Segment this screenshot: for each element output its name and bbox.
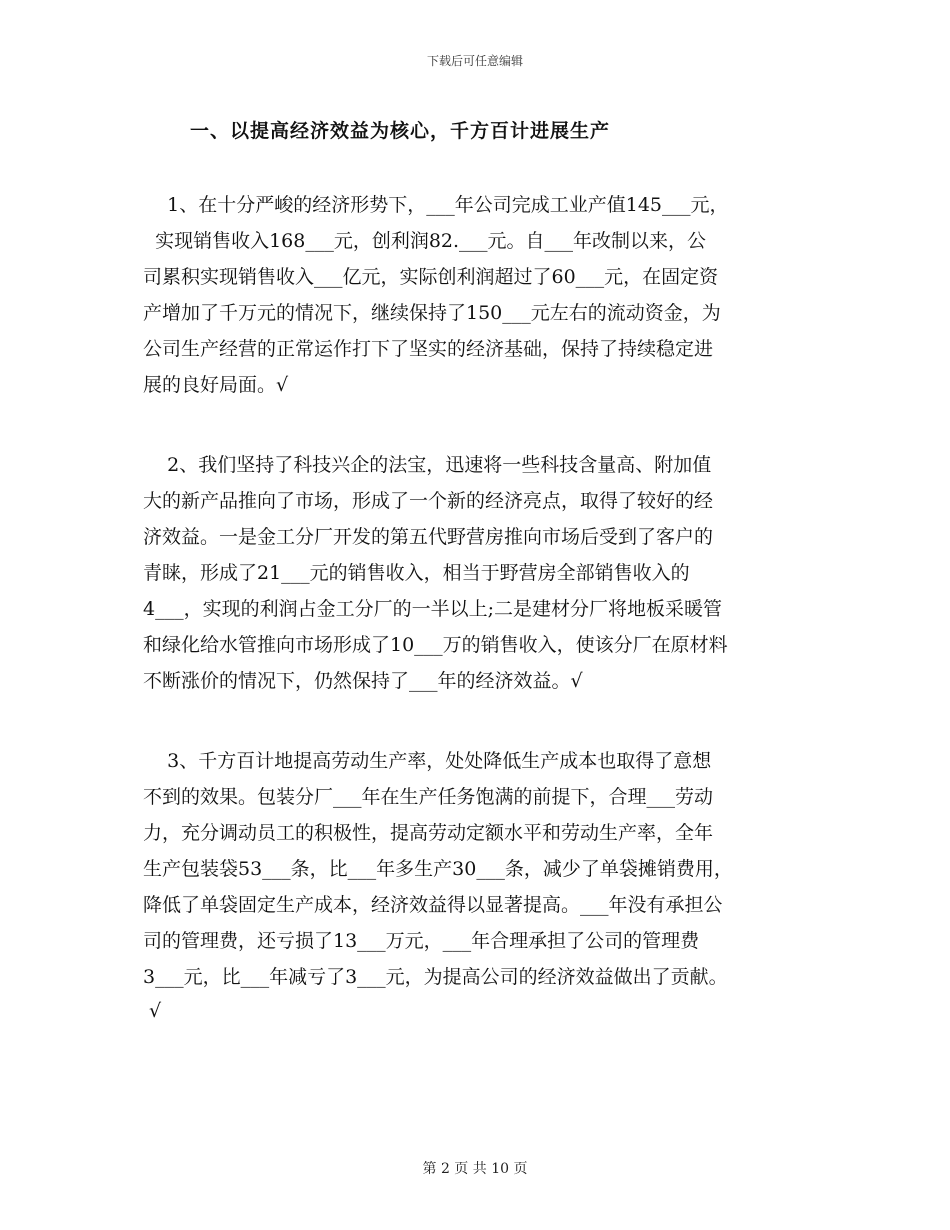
paragraph-line: 公司生产经营的正常运作打下了坚实的经济基础，保持了持续稳定进 (143, 338, 714, 360)
paragraph-line: 和绿化给水管推向市场形成了10___万的销售收入，使该分厂在原材料 (143, 634, 728, 656)
section-title: 一、以提高经济效益为核心，千方百计进展生产 (190, 120, 611, 142)
paragraph-line: 力，充分调动员工的积极性，提高劳动定额水平和劳动生产率，全年 (143, 822, 714, 844)
paragraph-line: 产增加了千万元的情况下，继续保持了150___元左右的流动资金，为 (143, 302, 721, 324)
paragraph-line: √ (143, 1000, 162, 1022)
page-footer: 第 2 页 共 10 页 (422, 1161, 528, 1177)
paragraph-line: 4___，实现的利润占金工分厂的一半以上;二是建材分厂将地板采暖管 (143, 598, 722, 620)
paragraph-line: 司累积实现销售收入___亿元，实际创利润超过了60___元，在固定资 (143, 266, 719, 288)
paragraph-line: 青睐，形成了21___元的销售收入，相当于野营房全部销售收入的 (143, 562, 690, 584)
paragraph-line: 济效益。一是金工分厂开发的第五代野营房推向市场后受到了客户的 (143, 526, 714, 548)
paragraph-line: 展的良好局面。√ (143, 374, 289, 396)
paragraph-line: 降低了单袋固定生产成本，经济效益得以显著提高。___年没有承担公 (143, 894, 723, 916)
paragraph-line: 不到的效果。包装分厂___年在生产任务饱满的前提下，合理___劳动 (143, 786, 714, 808)
paragraph-line: 生产包装袋53___条，比___年多生产30___条，减少了单袋摊销费用， (143, 858, 733, 880)
paragraph-line: 3___元，比___年减亏了3___元，为提高公司的经济效益做出了贡献。 (143, 966, 728, 988)
paragraph-line: 司的管理费，还亏损了13___万元，___年合理承担了公司的管理费 (143, 930, 700, 952)
paragraph-line: 1、在十分严峻的经济形势下，___年公司完成工业产值145___元， (143, 194, 729, 216)
paragraph-line: 2、我们坚持了科技兴企的法宝，迅速将一些科技含量高、附加值 (143, 454, 712, 476)
paragraph-line: 3、千方百计地提高劳动生产率，处处降低生产成本也取得了意想 (143, 750, 712, 772)
paragraph-line: 大的新产品推向了市场，形成了一个新的经济亮点，取得了较好的经 (143, 490, 714, 512)
paragraph-line: 不断涨价的情况下，仍然保持了___年的经济效益。√ (143, 670, 583, 692)
page-header: 下载后可任意编辑 (426, 54, 523, 68)
paragraph-line: 实现销售收入168___元，创利润82.___元。自___年改制以来，公 (143, 230, 707, 252)
